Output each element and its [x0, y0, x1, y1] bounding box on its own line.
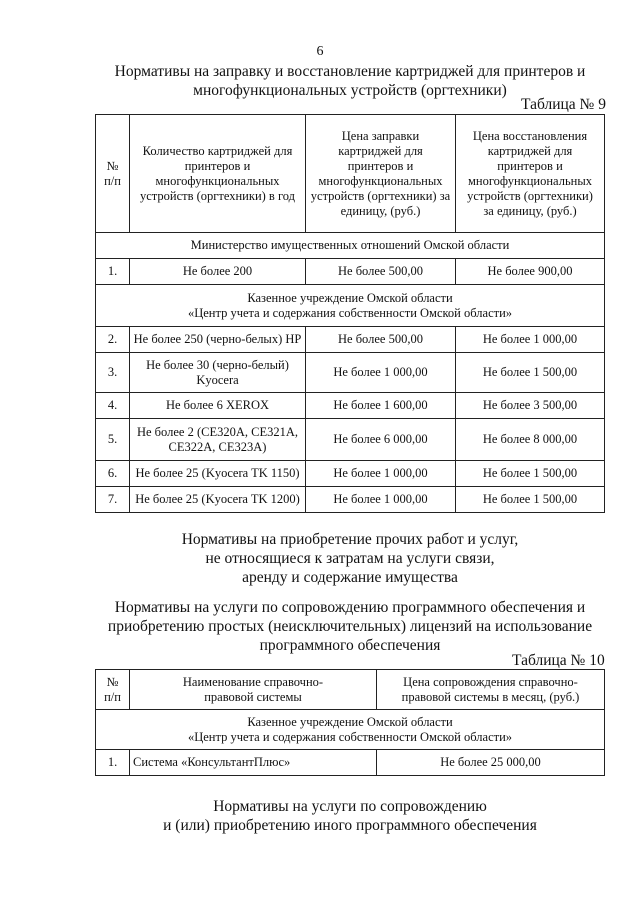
cell-quantity: Не более 30 (черно-белый) Kyocera — [130, 353, 306, 393]
section-row — [96, 285, 605, 327]
table-row — [96, 327, 605, 353]
table-header-row — [96, 670, 605, 710]
table-row — [96, 750, 605, 776]
cell-system-name: Система «КонсультантПлюс» — [130, 750, 377, 776]
table10-label: Таблица № 10 — [512, 652, 605, 669]
header-support-price: Цена сопровождения справочно- правовой системы в месяц, (руб.) — [377, 670, 605, 710]
table9-heading: Нормативы на заправку и восстановление картриджей для принтеров и многофункциональных устройств (оргтехники) — [114, 63, 586, 99]
table-row — [96, 419, 605, 461]
cell-number: 3. — [96, 353, 130, 393]
heading-other-software: Нормативы на услуги по сопровождению и (или) приобретению иного программного обеспечения — [163, 798, 537, 834]
cell-refill: Не более 500,00 — [306, 327, 456, 353]
cell-quantity: Не более 25 (Kyocera TK 1200) — [130, 487, 306, 513]
table-row — [96, 259, 605, 285]
heading-other-services: Нормативы на приобретение прочих работ и услуг, не относящиеся к затратам на услуги связи, аренду и содержание имущества — [181, 531, 519, 586]
cell-quantity: Не более 6 XEROX — [130, 393, 306, 419]
cell-quantity: Не более 25 (Kyocera TK 1150) — [130, 461, 306, 487]
header-restore-price: Цена восстановления картриджей для принтеров и многофункциональных устройств (оргтехники) за единицу, (руб.) — [456, 115, 605, 233]
cell-restore: Не более 8 000,00 — [456, 419, 605, 461]
cell-restore: Не более 1 000,00 — [456, 327, 605, 353]
table-10 — [95, 669, 605, 776]
section-row — [96, 710, 605, 750]
cell-refill: Не более 500,00 — [306, 259, 456, 285]
cell-number: 1. — [96, 259, 130, 285]
cell-number: 5. — [96, 419, 130, 461]
cell-restore: Не более 1 500,00 — [456, 487, 605, 513]
cell-number: 1. — [96, 750, 130, 776]
cell-refill: Не более 1 600,00 — [306, 393, 456, 419]
header-system-name: Наименование справочно- правовой системы — [130, 670, 377, 710]
header-number: № п/п — [96, 670, 130, 710]
section-ministry: Министерство имущественных отношений Омской области — [96, 233, 605, 259]
cell-support-price: Не более 25 000,00 — [377, 750, 605, 776]
cell-number: 2. — [96, 327, 130, 353]
section-institution: Казенное учреждение Омской области «Центр учета и содержания собственности Омской области» — [96, 710, 605, 750]
table9-label: Таблица № 9 — [521, 96, 606, 113]
cell-restore: Не более 1 500,00 — [456, 461, 605, 487]
table-row — [96, 393, 605, 419]
table-row — [96, 461, 605, 487]
cell-restore: Не более 900,00 — [456, 259, 605, 285]
header-number: № п/п — [96, 115, 130, 233]
cell-number: 4. — [96, 393, 130, 419]
cell-refill: Не более 1 000,00 — [306, 353, 456, 393]
cell-refill: Не более 6 000,00 — [306, 419, 456, 461]
cell-restore: Не более 1 500,00 — [456, 353, 605, 393]
cell-restore: Не более 3 500,00 — [456, 393, 605, 419]
page-number: 6 — [316, 44, 324, 59]
table-9 — [95, 114, 605, 513]
cell-refill: Не более 1 000,00 — [306, 461, 456, 487]
table10-heading: Нормативы на услуги по сопровождению программного обеспечения и приобретению простых (неисключительных) лицензий на использование программного обеспечения — [107, 599, 593, 654]
cell-quantity: Не более 200 — [130, 259, 306, 285]
cell-number: 7. — [96, 487, 130, 513]
table-header-row — [96, 115, 605, 233]
header-refill-price: Цена заправки картриджей для принтеров и многофункциональных устройств (оргтехники) за единицу, (руб.) — [306, 115, 456, 233]
cell-number: 6. — [96, 461, 130, 487]
section-institution: Казенное учреждение Омской области «Центр учета и содержания собственности Омской области» — [96, 285, 605, 327]
table-row — [96, 487, 605, 513]
section-row — [96, 233, 605, 259]
cell-refill: Не более 1 000,00 — [306, 487, 456, 513]
table-row — [96, 353, 605, 393]
cell-quantity: Не более 2 (CE320A, CE321A, CE322A, CE323A) — [130, 419, 306, 461]
cell-quantity: Не более 250 (черно-белых) HP — [130, 327, 306, 353]
header-quantity: Количество картриджей для принтеров и многофункциональных устройств (оргтехники) в год — [130, 115, 306, 233]
